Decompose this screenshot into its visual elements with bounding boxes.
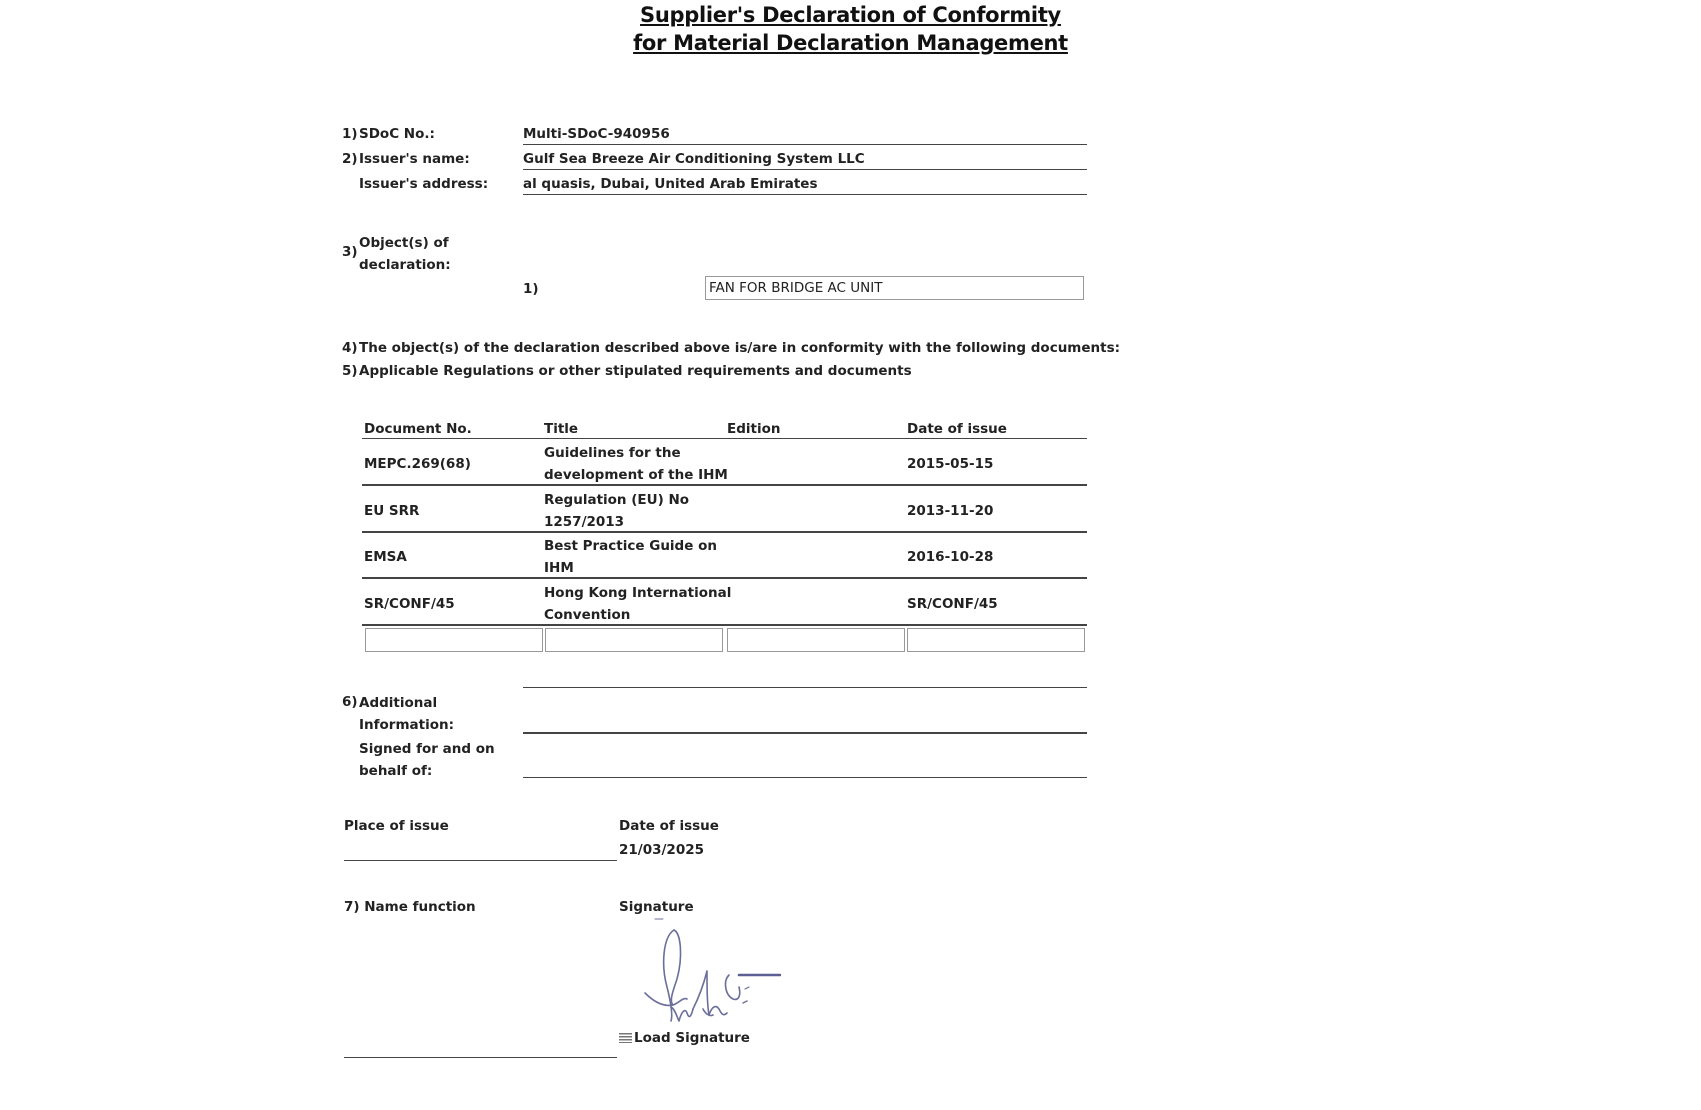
row-date: 2016-10-28 xyxy=(907,549,994,565)
date-of-issue-label: Date of issue xyxy=(619,818,719,834)
row-doc-no: EMSA xyxy=(364,549,407,565)
row-title-line-2: 1257/2013 xyxy=(544,514,625,530)
row-title-line-1: Guidelines for the xyxy=(544,445,681,461)
objects-label xyxy=(359,232,451,276)
row-title xyxy=(544,535,717,579)
signature-label: Signature xyxy=(619,899,694,915)
signed-for-label xyxy=(359,738,495,782)
place-of-issue-label: Place of issue xyxy=(344,818,449,834)
load-signature-label: Load Signature xyxy=(634,1030,750,1046)
issuer-name-value: Gulf Sea Breeze Air Conditioning System LLC xyxy=(523,151,865,167)
name-function-label: 7) Name function xyxy=(344,899,476,915)
issuer-address-value: al quasis, Dubai, United Arab Emirates xyxy=(523,176,818,192)
row-title-line-1: Best Practice Guide on xyxy=(544,538,717,554)
new-date-input[interactable] xyxy=(907,628,1085,652)
col-header-document-no: Document No. xyxy=(364,421,472,437)
row-title-line-1: Regulation (EU) No xyxy=(544,492,690,508)
object-item-index: 1) xyxy=(523,281,539,297)
row-date: 2013-11-20 xyxy=(907,503,994,519)
signature-image xyxy=(643,917,781,1027)
row-divider xyxy=(362,531,1087,533)
row-divider xyxy=(362,484,1087,486)
row-doc-no: SR/CONF/45 xyxy=(364,596,455,612)
row-title xyxy=(544,582,731,626)
row-date: SR/CONF/45 xyxy=(907,596,998,612)
additional-label-line-1: Additional xyxy=(359,695,438,711)
row-title-line-1: Hong Kong International xyxy=(544,585,732,601)
sdoc-value: Multi-SDoC-940956 xyxy=(523,126,670,142)
signed-for-label-line-2: behalf of: xyxy=(359,763,433,779)
row-date: 2015-05-15 xyxy=(907,456,994,472)
row-title xyxy=(544,489,689,533)
title-line-1: Supplier's Declaration of Conformity xyxy=(640,3,1061,27)
sdoc-label: SDoC No.: xyxy=(359,126,435,142)
sdoc-field[interactable] xyxy=(523,124,1087,145)
row-doc-no: EU SRR xyxy=(364,503,420,519)
row-title-line-2: IHM xyxy=(544,560,574,576)
name-function-field[interactable] xyxy=(344,1040,617,1058)
row-divider xyxy=(362,624,1087,626)
new-edition-input[interactable] xyxy=(727,628,905,652)
col-header-date-of-issue: Date of issue xyxy=(907,421,1007,437)
issuer-name-field[interactable] xyxy=(523,149,1087,170)
objects-label-line-1: Object(s) of xyxy=(359,235,449,251)
page-title xyxy=(0,0,1701,56)
signed-for-field[interactable] xyxy=(523,756,1087,778)
new-title-input[interactable] xyxy=(545,628,723,652)
issuer-address-label: Issuer's address: xyxy=(359,176,489,192)
objects-label-line-2: declaration: xyxy=(359,257,451,273)
additional-info-field[interactable] xyxy=(523,711,1087,734)
col-header-edition: Edition xyxy=(727,421,781,437)
objects-index: 3) xyxy=(342,244,358,260)
additional-label-line-2: Information: xyxy=(359,717,454,733)
issuer-index: 2) xyxy=(342,151,358,167)
statement-4-index: 4) xyxy=(342,340,358,356)
col-header-title: Title xyxy=(544,421,579,437)
object-item-input[interactable] xyxy=(705,276,1084,300)
statement-4-text: The object(s) of the declaration described above is/are in conformity with the following documents: xyxy=(359,340,1121,356)
additional-info-line-top xyxy=(523,687,1087,688)
row-title-line-2: Convention xyxy=(544,607,631,623)
title-line-2: for Material Declaration Management xyxy=(633,31,1068,55)
header-divider xyxy=(362,438,1087,439)
signed-for-label-line-1: Signed for and on xyxy=(359,741,495,757)
row-title xyxy=(544,442,728,486)
statement-5-text: Applicable Regulations or other stipulated requirements and documents xyxy=(359,363,912,379)
row-doc-no: MEPC.269(68) xyxy=(364,456,471,472)
date-of-issue-value[interactable]: 21/03/2025 xyxy=(619,842,705,858)
sdoc-number-index: 1) xyxy=(342,126,358,142)
additional-index: 6) xyxy=(342,694,358,710)
place-of-issue-field[interactable] xyxy=(344,843,617,861)
issuer-name-label: Issuer's name: xyxy=(359,151,470,167)
issuer-address-field[interactable] xyxy=(523,174,1087,195)
statement-5-index: 5) xyxy=(342,363,358,379)
new-doc-no-input[interactable] xyxy=(365,628,543,652)
menu-lines-icon xyxy=(619,1033,632,1043)
row-divider xyxy=(362,577,1087,579)
load-signature-button[interactable] xyxy=(619,1030,750,1046)
row-title-line-2: development of the IHM xyxy=(544,467,728,483)
additional-label xyxy=(359,692,454,736)
